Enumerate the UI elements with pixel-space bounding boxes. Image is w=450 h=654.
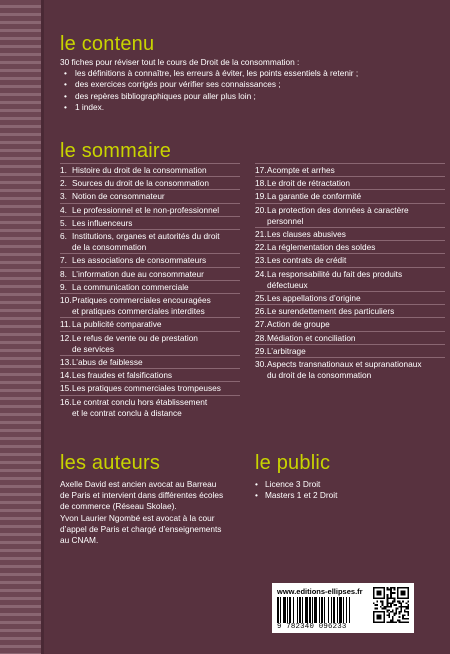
toc-item-label: de la consommation — [72, 242, 147, 253]
toc-item — [255, 306, 445, 317]
toc-item-number: 11. — [60, 319, 71, 330]
toc-item-label: Les fraudes et falsifications — [72, 370, 173, 381]
toc-item-label: Médiation et conciliation — [267, 332, 356, 343]
public-list — [255, 479, 435, 501]
toc-item-number: 6. — [60, 231, 67, 242]
toc-item-number: 16. — [60, 396, 72, 407]
toc-item-label: Les associations de consommateurs — [72, 255, 207, 266]
toc-item-label: Le contrat conclu hors établissement — [72, 396, 208, 407]
toc-item-label: Les appellations d’origine — [267, 293, 361, 304]
toc-item-label: Aspects transnationaux et supranationaux — [267, 359, 422, 370]
toc-separator — [60, 381, 240, 382]
toc-item — [60, 218, 240, 229]
toc-item — [255, 333, 445, 344]
toc-separator — [255, 240, 445, 241]
toc-separator — [60, 368, 240, 369]
toc-item-label: et pratiques commerciales interdites — [72, 306, 205, 317]
toc-item-label: Sources du droit de la consommation — [72, 178, 209, 189]
toc-item — [60, 255, 240, 266]
toc-item-label: La réglementation des soldes — [267, 242, 376, 253]
publisher-url: www.editions-ellipses.fr — [277, 587, 363, 596]
toc-item-label: La responsabilité du fait des produits — [267, 268, 403, 279]
sommaire-column-left — [60, 163, 240, 419]
toc-item — [60, 383, 240, 394]
toc-item — [255, 229, 445, 240]
toc-item-label: Le surendettement des particuliers — [267, 306, 395, 317]
toc-item-label: Acompte et arrhes — [267, 165, 335, 175]
toc-separator — [60, 253, 240, 254]
toc-item-label: de services — [72, 343, 114, 354]
barcode-icon — [277, 597, 369, 623]
toc-item — [60, 165, 240, 176]
qr-code-icon — [373, 587, 409, 623]
toc-separator — [60, 189, 240, 190]
toc-item-label: Les clauses abusives — [267, 229, 346, 240]
toc-item-number: 5. — [60, 217, 67, 228]
toc-separator — [60, 203, 240, 204]
toc-separator — [60, 163, 240, 164]
toc-item-number: 10. — [60, 295, 72, 306]
toc-item — [60, 357, 240, 368]
toc-item — [255, 242, 445, 253]
toc-separator — [255, 357, 445, 358]
toc-item-number: 24. — [255, 268, 267, 279]
section-sommaire — [60, 140, 171, 162]
toc-separator — [60, 331, 240, 332]
toc-item — [60, 282, 240, 293]
toc-item-label: La communication commerciale — [72, 281, 189, 292]
toc-item-number: 1. — [60, 165, 67, 175]
toc-item — [60, 295, 240, 317]
toc-item — [60, 178, 240, 189]
contenu-bullet-item: • des exercices corrigés pour vérifier ses connaissances ; — [60, 79, 358, 90]
toc-item-number: 21. — [255, 229, 267, 240]
toc-list-left — [60, 163, 240, 419]
toc-item — [60, 231, 240, 253]
toc-separator — [255, 176, 445, 177]
auteurs-line: d’appel de Paris et chargé d’enseignements — [60, 523, 222, 534]
toc-item-number: 2. — [60, 178, 67, 189]
toc-item-number: 26. — [255, 306, 267, 317]
auteurs-line: Yvon Laurier Ngombé est avocat à la cour — [60, 512, 215, 523]
auteurs-line: au CNAM. — [60, 535, 99, 546]
toc-item — [60, 370, 240, 381]
toc-separator — [255, 304, 445, 305]
toc-separator — [60, 293, 240, 294]
toc-item-label: L’information due au consommateur — [72, 268, 204, 279]
toc-item-label: Institutions, organes et autorités du droit — [72, 231, 220, 242]
toc-item-label: La publicité comparative — [72, 319, 162, 330]
toc-separator — [255, 189, 445, 190]
toc-separator — [255, 331, 445, 332]
toc-item-label: Action de groupe — [267, 319, 330, 330]
toc-item-label: Le refus de vente ou de prestation — [72, 332, 198, 343]
toc-separator — [255, 163, 445, 164]
toc-item-label: Les pratiques commerciales trompeuses — [72, 383, 221, 394]
toc-item-number: 4. — [60, 204, 67, 215]
toc-item-number: 15. — [60, 383, 72, 394]
toc-separator — [60, 317, 240, 318]
toc-separator — [255, 344, 445, 345]
toc-item — [60, 269, 240, 280]
toc-item-label: L’arbitrage — [267, 345, 306, 356]
contenu-bullet-item: • des repères bibliographiques pour aller plus loin ; — [60, 91, 358, 102]
toc-item-number: 20. — [255, 204, 267, 215]
toc-item — [60, 397, 240, 419]
toc-item-number: 19. — [255, 191, 267, 202]
contenu-intro: 30 fiches pour réviser tout le cours de Droit de la consommation : — [60, 57, 300, 67]
toc-list-right — [255, 163, 445, 381]
toc-item-label: La garantie de conformité — [267, 191, 362, 202]
toc-separator — [255, 203, 445, 204]
toc-item-label: L’abus de faiblesse — [72, 357, 143, 368]
toc-item — [255, 346, 445, 357]
public-item: • Licence 3 Droit — [255, 479, 435, 490]
toc-item-label: La protection des données à caractère — [267, 204, 409, 215]
public-item: • Masters 1 et 2 Droit — [255, 490, 435, 501]
toc-item-number: 12. — [60, 332, 72, 343]
toc-separator — [60, 355, 240, 356]
toc-separator — [255, 253, 445, 254]
toc-item — [60, 333, 240, 355]
isbn-text: 9 782340 096233 — [277, 623, 347, 631]
toc-item — [255, 191, 445, 202]
toc-separator — [255, 317, 445, 318]
toc-separator — [255, 291, 445, 292]
toc-item-number: 3. — [60, 191, 67, 202]
auteurs-line: de Paris et intervient dans différentes écoles — [60, 490, 224, 501]
toc-item-label: Le professionnel et le non-professionnel — [72, 204, 220, 215]
sommaire-column-right — [255, 163, 445, 381]
toc-item-number: 22. — [255, 242, 267, 253]
toc-item-label: défectueux — [267, 279, 308, 290]
toc-separator — [60, 176, 240, 177]
toc-item — [255, 255, 445, 266]
toc-item-label: et le contrat conclu à distance — [72, 407, 182, 418]
toc-item — [255, 293, 445, 304]
public-title: le public — [255, 452, 331, 474]
toc-separator — [60, 216, 240, 217]
toc-item-number: 18. — [255, 178, 267, 189]
toc-item — [255, 359, 445, 381]
toc-separator — [60, 280, 240, 281]
contenu-bullet-item: • 1 index. — [60, 102, 358, 113]
toc-item-number: 7. — [60, 255, 67, 266]
contenu-bullet-list — [60, 68, 358, 113]
auteurs-line: de commerce (Réseau Skolae). — [60, 501, 177, 512]
toc-item — [255, 319, 445, 330]
toc-item — [255, 178, 445, 189]
toc-item-number: 13. — [60, 357, 72, 368]
toc-item-label: Pratiques commerciales encouragées — [72, 295, 211, 306]
toc-item — [60, 191, 240, 202]
toc-separator — [60, 395, 240, 396]
contenu-bullet-item: • les définitions à connaître, les erreurs à éviter, les points essentiels à retenir ; — [60, 68, 358, 79]
toc-item-label: personnel — [267, 215, 304, 226]
toc-item-number: 25. — [255, 293, 267, 304]
auteurs-text — [60, 479, 235, 546]
toc-item — [60, 205, 240, 216]
section-public — [255, 452, 435, 501]
spine-stripes — [0, 0, 44, 654]
toc-separator — [255, 267, 445, 268]
toc-separator — [60, 267, 240, 268]
toc-item — [255, 165, 445, 176]
toc-item-number: 27. — [255, 319, 267, 330]
section-contenu — [60, 33, 358, 113]
toc-item-label: Le droit de rétractation — [267, 178, 351, 189]
toc-item-number: 28. — [255, 332, 267, 343]
toc-item-number: 29. — [255, 345, 267, 356]
toc-item-label: Histoire du droit de la consommation — [72, 165, 207, 175]
toc-item-label: du droit de la consommation — [267, 370, 372, 381]
toc-separator — [255, 227, 445, 228]
toc-item-number: 14. — [60, 370, 72, 381]
barcode-box — [272, 583, 414, 633]
toc-item-number: 30. — [255, 359, 267, 370]
toc-item — [255, 269, 445, 291]
toc-separator — [60, 229, 240, 230]
toc-item-number: 9. — [60, 281, 67, 292]
toc-item — [60, 319, 240, 330]
toc-item-number: 8. — [60, 268, 67, 279]
contenu-title: le contenu — [60, 33, 155, 55]
auteurs-title: les auteurs — [60, 452, 161, 474]
toc-item-label: Les influenceurs — [72, 217, 133, 228]
sommaire-title: le sommaire — [60, 140, 172, 162]
toc-item-label: Les contrats de crédit — [267, 255, 347, 266]
auteurs-line: Axelle David est ancien avocat au Barreau — [60, 479, 217, 489]
toc-item-label: Notion de consommateur — [72, 191, 165, 202]
toc-item — [255, 205, 445, 227]
section-auteurs — [60, 452, 235, 546]
toc-item-number: 23. — [255, 255, 267, 266]
toc-item-number: 17. — [255, 165, 267, 175]
